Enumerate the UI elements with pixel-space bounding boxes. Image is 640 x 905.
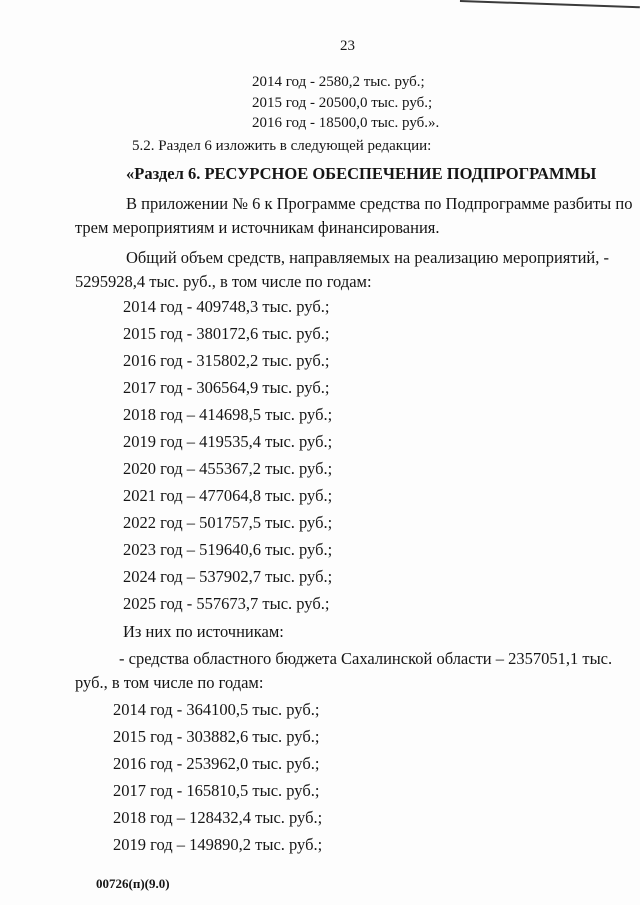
section-heading: «Раздел 6. РЕСУРСНОЕ ОБЕСПЕЧЕНИЕ ПОДПРОГРАММЫ <box>126 164 597 183</box>
total-year-2025: 2025 год - 557673,7 тыс. руб.; <box>123 594 330 613</box>
total-year-2016: 2016 год - 315802,2 тыс. руб.; <box>123 351 330 370</box>
intro-line-2015: 2015 год - 20500,0 тыс. руб.; <box>252 95 433 111</box>
total-year-2023: 2023 год – 519640,6 тыс. руб.; <box>123 540 333 559</box>
total-year-2015: 2015 год - 380172,6 тыс. руб.; <box>123 324 330 343</box>
total-year-2018: 2018 год – 414698,5 тыс. руб.; <box>123 405 333 424</box>
total-year-2022: 2022 год – 501757,5 тыс. руб.; <box>123 513 333 532</box>
total-year-2017: 2017 год - 306564,9 тыс. руб.; <box>123 378 330 397</box>
paragraph-2-line-1: Общий объем средств, направляемых на реализацию мероприятий, - <box>126 248 609 267</box>
total-year-2014: 2014 год - 409748,3 тыс. руб.; <box>123 297 330 316</box>
total-year-2020: 2020 год – 455367,2 тыс. руб.; <box>123 459 333 478</box>
regional-budget-line-2: руб., в том числе по годам: <box>75 673 264 692</box>
amendment-item: 5.2. Раздел 6 изложить в следующей редакции: <box>132 138 432 154</box>
paragraph-1-line-2: трем мероприятиям и источникам финансирования. <box>75 218 440 237</box>
paragraph-1-line-1: В приложении № 6 к Программе средства по Подпрограмме разбиты по <box>126 194 633 213</box>
sources-heading: Из них по источникам: <box>123 622 284 641</box>
page-number: 23 <box>340 38 355 54</box>
total-year-2019: 2019 год – 419535,4 тыс. руб.; <box>123 432 333 451</box>
regional-year-2018: 2018 год – 128432,4 тыс. руб.; <box>113 808 323 827</box>
intro-line-2016: 2016 год - 18500,0 тыс. руб.». <box>252 115 440 131</box>
paragraph-2-line-2: 5295928,4 тыс. руб., в том числе по годам: <box>75 272 372 291</box>
regional-year-2015: 2015 год - 303882,6 тыс. руб.; <box>113 727 320 746</box>
footer-document-code: 00726(п)(9.0) <box>96 876 170 891</box>
regional-year-2019: 2019 год – 149890,2 тыс. руб.; <box>113 835 323 854</box>
intro-line-2014: 2014 год - 2580,2 тыс. руб.; <box>252 74 425 90</box>
total-year-2021: 2021 год – 477064,8 тыс. руб.; <box>123 486 333 505</box>
regional-year-2017: 2017 год - 165810,5 тыс. руб.; <box>113 781 320 800</box>
scan-edge-line <box>460 0 640 8</box>
regional-budget-line-1: - средства областного бюджета Сахалинской области – 2357051,1 тыс. <box>119 649 613 668</box>
total-year-2024: 2024 год – 537902,7 тыс. руб.; <box>123 567 333 586</box>
regional-year-2014: 2014 год - 364100,5 тыс. руб.; <box>113 700 320 719</box>
regional-year-2016: 2016 год - 253962,0 тыс. руб.; <box>113 754 320 773</box>
